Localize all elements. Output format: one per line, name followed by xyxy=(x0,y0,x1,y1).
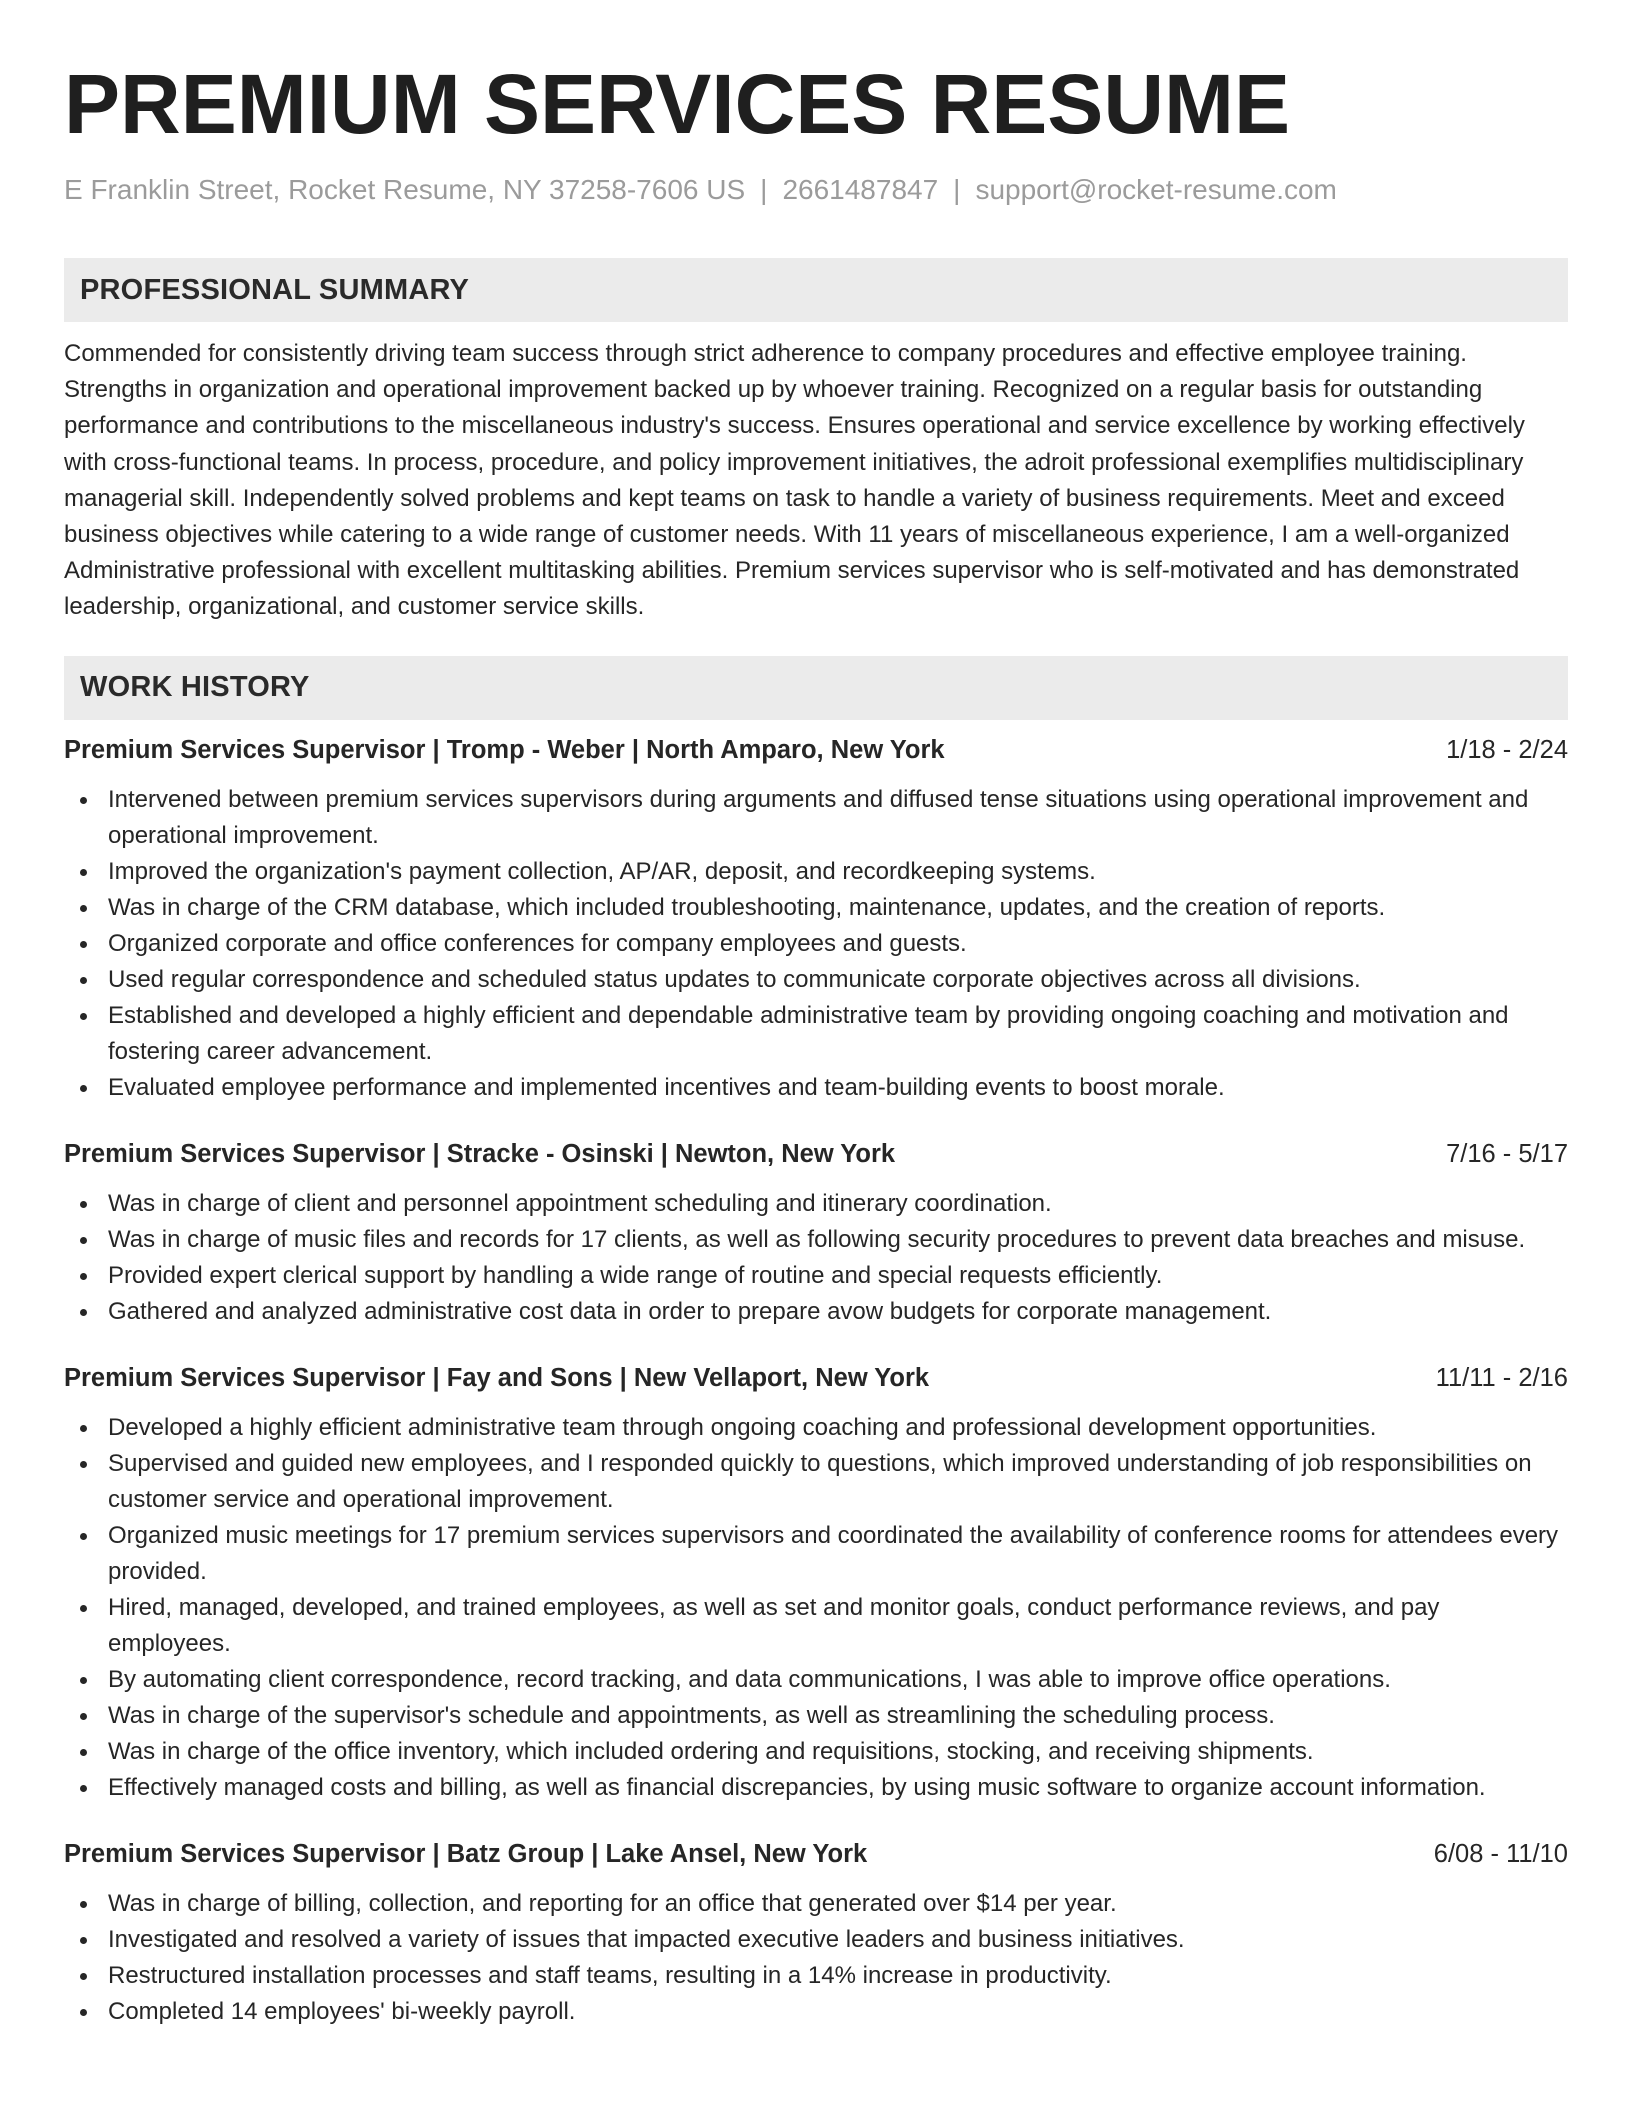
job-bullet: Was in charge of the office inventory, which included ordering and requisitions, stocking, and receiving shipments. xyxy=(64,1734,1568,1770)
job-title: Premium Services Supervisor | Stracke - Osinski | Newton, New York xyxy=(64,1139,896,1168)
job-entry xyxy=(64,1360,1568,1806)
contact-address: E Franklin Street, Rocket Resume, NY 37258-7606 US xyxy=(64,174,746,205)
contact-email: support@rocket-resume.com xyxy=(975,174,1337,205)
summary-text: Commended for consistently driving team success through strict adherence to company procedures and effective employee training. Strengths in organization and operational improvement backed up by whoever training. Recognized on a regular basis for outstanding performance and contributions to the miscellaneous industry's success. Ensures operational and service excellence by working effectively with cross-functional teams. In process, procedure, and policy improvement initiatives, the adroit professional exemplifies multidisciplinary managerial skill. Independently solved problems and kept teams on task to handle a variety of business requirements. Meet and exceed business objectives while catering to a wide range of customer needs. With 11 years of miscellaneous experience, I am a well-organized Administrative professional with excellent multitasking abilities. Premium services supervisor who is self-motivated and has demonstrated leadership, organizational, and customer service skills. xyxy=(64,340,1525,621)
job-title: Premium Services Supervisor | Tromp - Weber | North Amparo, New York xyxy=(64,735,945,764)
job-dates: 7/16 - 5/17 xyxy=(1446,1139,1568,1168)
job-header xyxy=(64,1360,1568,1396)
job-dates: 6/08 - 11/10 xyxy=(1433,1839,1568,1868)
job-bullet: Restructured installation processes and staff teams, resulting in a 14% increase in productivity. xyxy=(64,1958,1568,1994)
job-entry xyxy=(64,1836,1568,2030)
job-bullet: Organized corporate and office conferences for company employees and guests. xyxy=(64,926,1568,962)
job-bullet: Was in charge of client and personnel appointment scheduling and itinerary coordination. xyxy=(64,1186,1568,1222)
work-history-list xyxy=(64,732,1568,2030)
job-bullet: Completed 14 employees' bi-weekly payroll. xyxy=(64,1994,1568,2030)
contact-phone: 2661487847 xyxy=(782,174,939,205)
job-bullet: Was in charge of the supervisor's schedule and appointments, as well as streamlining the scheduling process. xyxy=(64,1698,1568,1734)
job-bullet: Organized music meetings for 17 premium services supervisors and coordinated the availability of conference rooms for attendees every provided. xyxy=(64,1518,1568,1590)
job-bullet-list xyxy=(64,782,1568,1106)
job-bullet-list xyxy=(64,1410,1568,1806)
job-bullet: Supervised and guided new employees, and I responded quickly to questions, which improved understanding of job responsibilities on customer service and operational improvement. xyxy=(64,1446,1568,1518)
job-dates: 1/18 - 2/24 xyxy=(1446,735,1568,764)
resume-title: PREMIUM SERVICES RESUME xyxy=(64,57,1290,151)
job-bullet: Was in charge of the CRM database, which included troubleshooting, maintenance, updates, and the creation of reports. xyxy=(64,890,1568,926)
job-bullet: Used regular correspondence and scheduled status updates to communicate corporate objectives across all divisions. xyxy=(64,962,1568,998)
job-bullet: Was in charge of music files and records for 17 clients, as well as following security procedures to prevent data breaches and misuse. xyxy=(64,1222,1568,1258)
section-header-work-history xyxy=(64,656,1568,720)
job-bullet: Gathered and analyzed administrative cost data in order to prepare avow budgets for corporate management. xyxy=(64,1294,1568,1330)
section-title-summary: PROFESSIONAL SUMMARY xyxy=(80,273,470,306)
job-bullet: Evaluated employee performance and implemented incentives and team-building events to boost morale. xyxy=(64,1070,1568,1106)
job-header xyxy=(64,732,1568,768)
job-entry xyxy=(64,732,1568,1106)
job-dates: 11/11 - 2/16 xyxy=(1435,1363,1568,1392)
contact-separator: | xyxy=(760,174,768,205)
job-header xyxy=(64,1836,1568,1872)
job-bullet-list xyxy=(64,1886,1568,2030)
job-bullet: By automating client correspondence, record tracking, and data communications, I was able to improve office operations. xyxy=(64,1662,1568,1698)
job-entry xyxy=(64,1136,1568,1330)
job-bullet: Provided expert clerical support by handling a wide range of routine and special requests efficiently. xyxy=(64,1258,1568,1294)
job-bullet: Hired, managed, developed, and trained employees, as well as set and monitor goals, conduct performance reviews, and pay employees. xyxy=(64,1590,1568,1662)
job-bullet: Effectively managed costs and billing, as well as financial discrepancies, by using music software to organize account information. xyxy=(64,1770,1568,1806)
job-bullet: Was in charge of billing, collection, and reporting for an office that generated over $14 per year. xyxy=(64,1886,1568,1922)
job-header xyxy=(64,1136,1568,1172)
contact-separator: | xyxy=(953,174,961,205)
job-bullet: Intervened between premium services supervisors during arguments and diffused tense situations using operational improvement and operational improvement. xyxy=(64,782,1568,854)
section-header-summary xyxy=(64,258,1568,322)
contact-line xyxy=(64,172,1568,208)
section-title-work-history: WORK HISTORY xyxy=(80,671,310,704)
job-title: Premium Services Supervisor | Fay and Sons | New Vellaport, New York xyxy=(64,1363,930,1392)
job-bullet: Improved the organization's payment collection, AP/AR, deposit, and recordkeeping systems. xyxy=(64,854,1568,890)
job-bullet: Developed a highly efficient administrative team through ongoing coaching and professional development opportunities. xyxy=(64,1410,1568,1446)
job-bullet: Investigated and resolved a variety of issues that impacted executive leaders and business initiatives. xyxy=(64,1922,1568,1958)
job-title: Premium Services Supervisor | Batz Group | Lake Ansel, New York xyxy=(64,1839,868,1868)
job-bullet-list xyxy=(64,1186,1568,1330)
job-bullet: Established and developed a highly efficient and dependable administrative team by providing ongoing coaching and motivation and fostering career advancement. xyxy=(64,998,1568,1070)
